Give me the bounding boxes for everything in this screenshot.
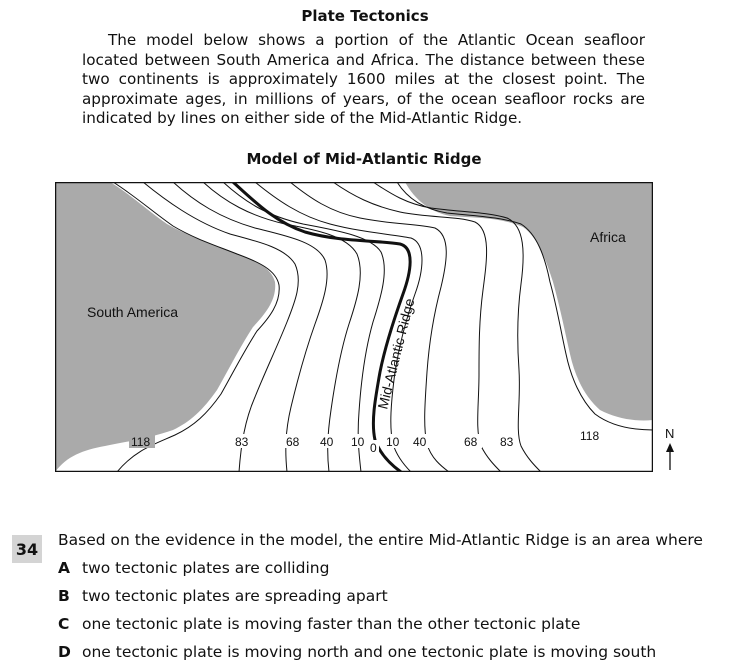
age-label-left-83: 83 <box>235 435 249 449</box>
option-text: one tectonic plate is moving faster than the other tectonic plate <box>82 615 581 633</box>
mid-atlantic-ridge-line <box>233 182 410 472</box>
north-arrow <box>660 425 680 473</box>
ridge-label: Mid-Atlantic Ridge <box>374 296 418 411</box>
age-labels-left <box>129 434 368 449</box>
option-letter: A <box>58 559 70 577</box>
ridge-age-label: 0 <box>370 441 377 455</box>
answer-option-a[interactable] <box>58 559 329 577</box>
age-label-left-118: 118 <box>131 435 151 449</box>
question-number: 34 <box>12 535 42 563</box>
age-label-right-10: 10 <box>386 435 400 449</box>
page-title: Plate Tectonics <box>301 7 429 25</box>
south-america-label: South America <box>87 304 179 320</box>
age-label-right-118: 118 <box>580 429 600 443</box>
africa-label: Africa <box>590 229 626 245</box>
intro-text: The model below shows a portion of the Atlantic Ocean seafloor located between South America and Africa. The distance between these two continents is approximately 1600 miles at the closest point. The approximate ages, in millions of years, of the ocean seafloor rocks are indicated by lines on either side of the Mid-Atlantic Ridge. <box>82 31 645 127</box>
age-label-left-68: 68 <box>286 435 300 449</box>
age-label-left-10: 10 <box>351 435 365 449</box>
north-label: N <box>665 426 675 441</box>
age-label-right-68: 68 <box>464 435 478 449</box>
intro-paragraph <box>82 31 645 129</box>
age-label-right-40: 40 <box>413 435 427 449</box>
answer-option-c[interactable] <box>58 615 580 633</box>
option-text: one tectonic plate is moving north and one tectonic plate is moving south <box>82 643 657 661</box>
answer-option-d[interactable] <box>58 643 656 661</box>
africa-landmass <box>405 182 653 421</box>
option-text: two tectonic plates are colliding <box>82 559 330 577</box>
option-letter: C <box>58 615 70 633</box>
ridge-map <box>55 182 653 472</box>
age-label-left-40: 40 <box>320 435 334 449</box>
age-labels-right <box>384 428 604 449</box>
age-label-right-83: 83 <box>500 435 514 449</box>
model-title: Model of Mid-Atlantic Ridge <box>246 150 482 168</box>
question-stem: Based on the evidence in the model, the entire Mid-Atlantic Ridge is an area where <box>58 531 703 549</box>
answer-option-b[interactable] <box>58 587 388 605</box>
option-letter: D <box>58 643 71 661</box>
option-text: two tectonic plates are spreading apart <box>82 587 388 605</box>
south-america-landmass <box>55 182 275 472</box>
option-letter: B <box>58 587 70 605</box>
